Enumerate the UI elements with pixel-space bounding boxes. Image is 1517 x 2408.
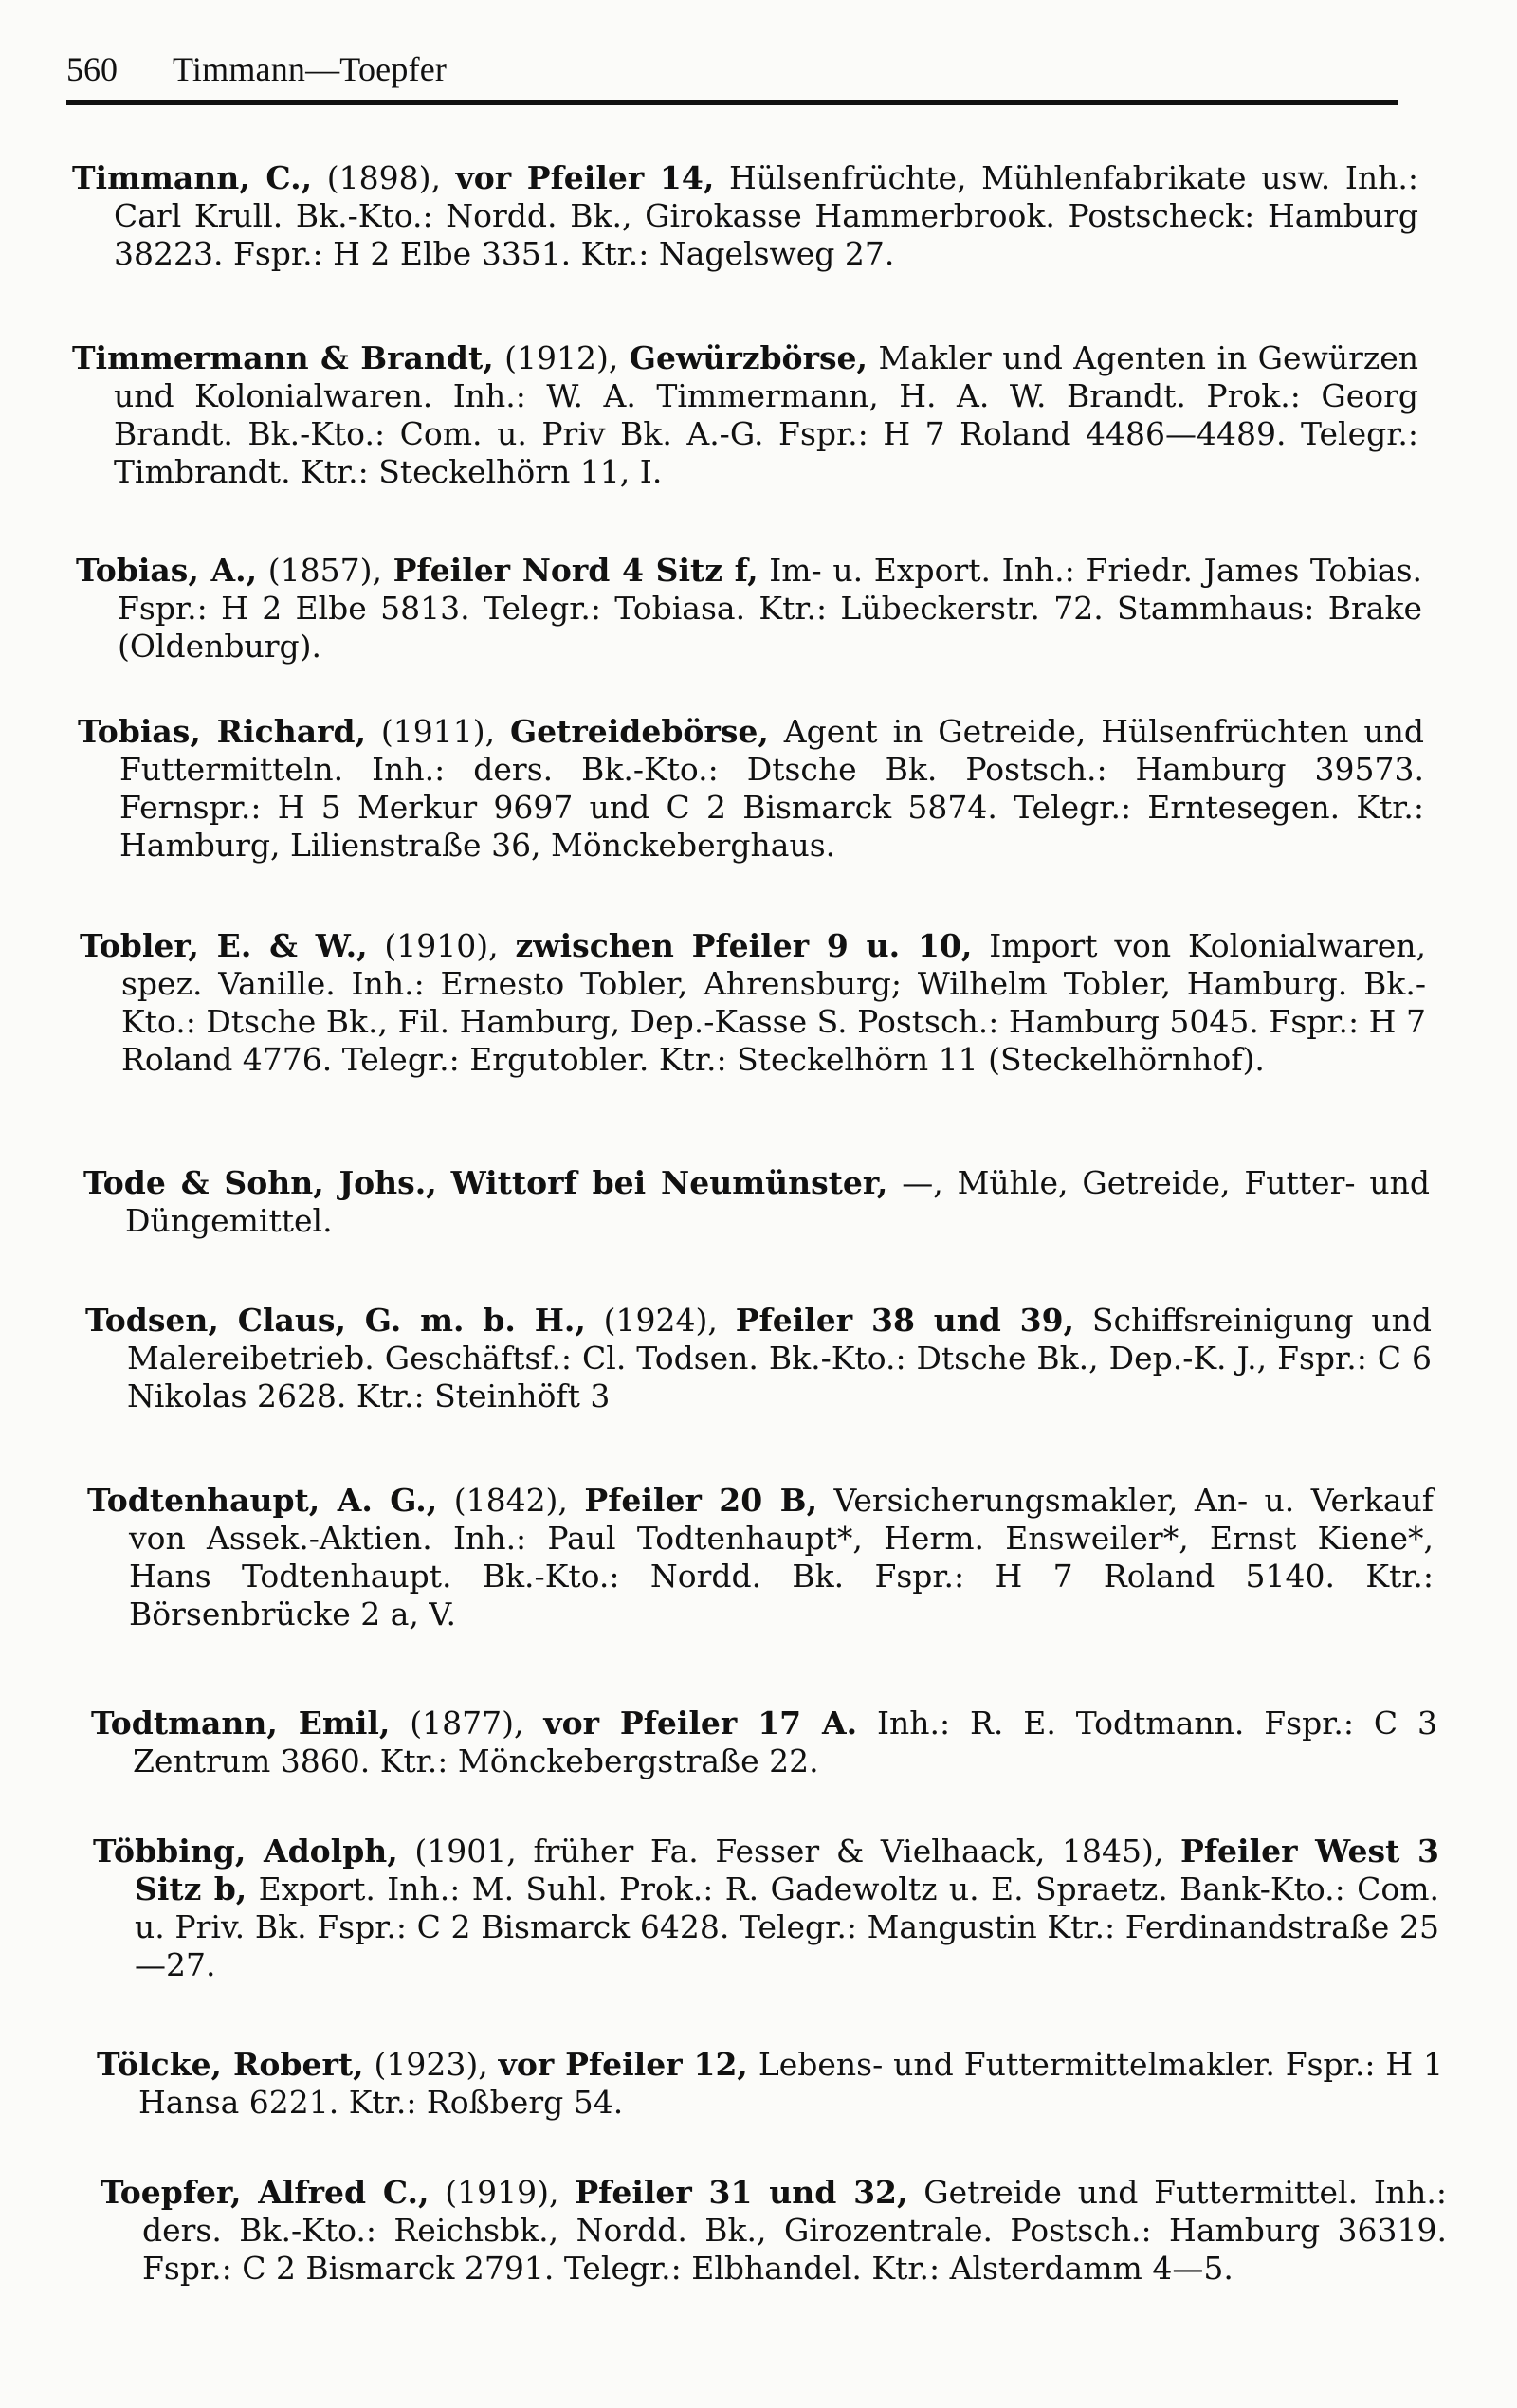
entry-year: (1842), — [437, 1482, 585, 1519]
entry-name: Tobias, A., — [76, 552, 258, 589]
entry-name: Todtmann, Emil, — [91, 1705, 391, 1742]
entry-year: (1924), — [585, 1302, 736, 1339]
entry-details: Schiffsreinigung und Malereibetrieb. Geschäftsf.: Cl. Todsen. Bk.-Kto.: Dtsche Bk., Dep.-K. J., Fspr.: C 6 Nikolas 2628. Ktr.: Steinhöft 3 — [127, 1302, 1432, 1414]
running-head: Timmann—Toepfer — [173, 50, 448, 88]
entry-name: Toepfer, Alfred C., — [101, 2174, 430, 2211]
entry-details: Import von Kolonialwaren, spez. Vanille. Inh.: Ernesto Tobler, Ahrensburg; Wilhelm Tobler, Hamburg. Bk.-Kto.: Dtsche Bk., Fil. Hamburg, Dep.-Kasse S. Postsch.: Hamburg 5045. Fspr.: H 7 Roland 4776. Telegr.: Ergutobler. Ktr.: Steckelhörn 11 (Steckelhörnhof). — [121, 927, 1427, 1078]
entry-location: Pfeiler 31 und 32, — [575, 2174, 908, 2211]
directory-entry — [87, 1482, 1434, 1633]
entry-year: (1912), — [493, 339, 630, 376]
directory-entry — [78, 713, 1424, 865]
entry-details: Hülsenfrüchte, Mühlenfabrikate usw. Inh.: Carl Krull. Bk.-Kto.: Nordd. Bk., Girokasse Hammerbrook. Postscheck: Hamburg 38223. Fspr.: H 2 Elbe 3351. Ktr.: Nagelsweg 27. — [114, 159, 1419, 272]
entry-year: (1923), — [363, 2046, 499, 2083]
entry-details: Agent in Getreide, Hülsenfrüchten und Futtermitteln. Inh.: ders. Bk.-Kto.: Dtsche Bk. Postsch.: Hamburg 39573. Fernspr.: H 5 Merkur 9697 und C 2 Bismarck 5874. Telegr.: Erntesegen. Ktr.: Hamburg, Lilienstraße 36, Mönckeberghaus. — [119, 713, 1424, 864]
directory-entry — [72, 339, 1418, 491]
entry-details: Lebens- und Futtermittelmakler. Fspr.: H 1 Hansa 6221. Ktr.: Roßberg 54. — [138, 2046, 1444, 2121]
entry-location: Pfeiler Nord 4 Sitz f, — [393, 552, 758, 589]
entry-location: Wittorf bei Neumünster, — [450, 1164, 888, 1201]
entry-location: Pfeiler 38 und 39, — [735, 1302, 1075, 1339]
entry-name: Tode & Sohn, Johs., — [83, 1164, 437, 1201]
entry-name: Timmann, C., — [72, 159, 313, 196]
entry-name: Todsen, Claus, G. m. b. H., — [85, 1302, 586, 1339]
entry-location: Getreidebörse, — [509, 713, 769, 750]
directory-entry — [97, 2046, 1443, 2122]
entry-location: Pfeiler West 3 Sitz b, — [135, 1833, 1439, 1907]
entry-location: Pfeiler 20 B, — [584, 1482, 818, 1519]
entry-year: (1911), — [366, 713, 510, 750]
directory-entry — [80, 927, 1426, 1079]
directory-entry — [85, 1302, 1432, 1415]
entry-name: Timmermann & Brandt, — [72, 339, 494, 376]
entry-name: Todtenhaupt, A. G., — [87, 1482, 438, 1519]
entry-year: (1901, früher Fa. Fesser & Vielhaack, 1845), — [397, 1833, 1181, 1870]
directory-entry — [93, 1833, 1439, 1984]
page-number: 560 — [66, 50, 118, 88]
entry-location: vor Pfeiler 17 A. — [543, 1705, 858, 1742]
entry-details: Getreide und Futtermittel. Inh.: ders. Bk.-Kto.: Reichsbk., Nordd. Bk., Girozentrale. Postsch.: Hamburg 36319. Fspr.: C 2 Bismarck 2791. Telegr.: Elbhandel. Ktr.: Alsterdamm 4—5. — [142, 2174, 1447, 2287]
entry-details: —, Mühle, Getreide, Futter- und Düngemittel. — [125, 1164, 1430, 1239]
entry-location: vor Pfeiler 12, — [498, 2046, 748, 2083]
directory-entry — [83, 1164, 1430, 1240]
entry-location: vor Pfeiler 14, — [455, 159, 715, 196]
entry-year: (1910), — [367, 927, 516, 964]
entry-name: Tobler, E. & W., — [80, 927, 368, 964]
directory-entry — [91, 1705, 1437, 1780]
page-header — [66, 49, 1403, 97]
directory-entry — [101, 2174, 1447, 2288]
entry-year: (1877), — [390, 1705, 544, 1742]
entry-year — [437, 1164, 451, 1201]
entry-details: Export. Inh.: M. Suhl. Prok.: R. Gadewoltz u. E. Spraetz. Bank-Kto.: Com. u. Priv. Bk. Fspr.: C 2 Bismarck 6428. Telegr.: Mangustin Ktr.: Ferdinandstraße 25—27. — [135, 1870, 1439, 1983]
entry-details: Makler und Agenten in Gewürzen und Kolonialwaren. Inh.: W. A. Timmermann, H. A. W. Brandt. Prok.: Georg Brandt. Bk.-Kto.: Com. u. Priv Bk. A.-G. Fspr.: H 7 Roland 4486—4489. Telegr.: Timbrandt. Ktr.: Steckelhörn 11, I. — [114, 339, 1419, 490]
entry-year: (1919), — [429, 2174, 576, 2211]
entry-location: zwischen Pfeiler 9 u. 10, — [515, 927, 973, 964]
entry-name: Tölcke, Robert, — [97, 2046, 364, 2083]
entry-name: Többing, Adolph, — [93, 1833, 398, 1870]
entry-name: Tobias, Richard, — [78, 713, 367, 750]
directory-entry — [76, 552, 1422, 666]
directory-entry — [72, 159, 1418, 273]
entry-year: (1857), — [257, 552, 393, 589]
entry-details: Versicherungsmakler, An- u. Verkauf von Assek.-Aktien. Inh.: Paul Todtenhaupt*, Herm. Ensweiler*, Ernst Kiene*, Hans Todtenhaupt. Bk.-Kto.: Nordd. Bk. Fspr.: H 7 Roland 5140. Ktr.: Börsenbrücke 2 a, V. — [129, 1482, 1434, 1633]
entry-year: (1898), — [312, 159, 456, 196]
entry-details: Im- u. Export. Inh.: Friedr. James Tobias. Fspr.: H 2 Elbe 5813. Telegr.: Tobiasa. Ktr.: Lübeckerstr. 72. Stammhaus: Brake (Oldenburg). — [118, 552, 1422, 665]
header-rule — [66, 100, 1398, 105]
entry-location: Gewürzbörse, — [629, 339, 868, 376]
entry-details: Inh.: R. E. Todtmann. Fspr.: C 3 Zentrum 3860. Ktr.: Mönckebergstraße 22. — [133, 1705, 1438, 1779]
